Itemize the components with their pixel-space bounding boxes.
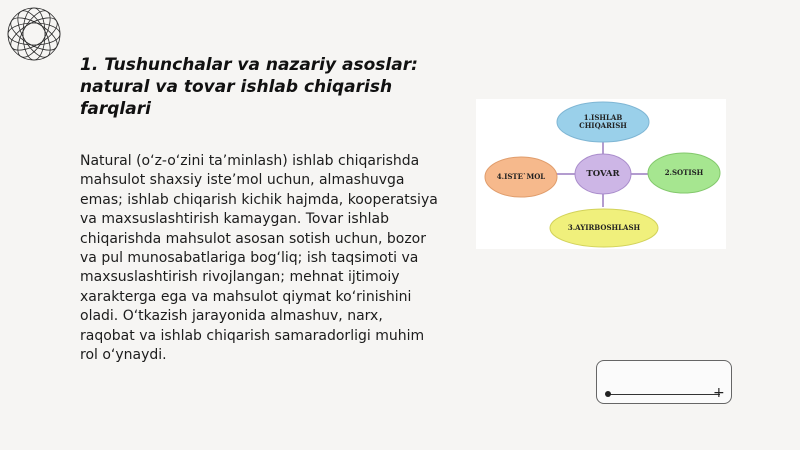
volume-plus-icon[interactable]: + bbox=[713, 385, 725, 401]
media-player[interactable] bbox=[596, 360, 732, 404]
tovar-diagram bbox=[476, 99, 726, 249]
node-right-label: 2.SOTISH bbox=[664, 168, 704, 177]
seek-track[interactable] bbox=[608, 394, 720, 395]
slide-body-text: Natural (o‘z-o‘zini ta’minlash) ishlab chiqarishda mahsulot shaxsiy iste’mol uchun, almashuvga emas; ishlab chiqarish kichik hajmda, kooperatsiya va maxsuslashtirish kamaygan. Tovar ishlab chiqarishda mahsulot asosan sotish uchun, bozor va pul munosabatlariga bog‘liq; ish taqsimoti va maxsuslashtirish rivojlangan; mehnat ijtimoiy xarakterga ega va mahsulot qiymat ko‘rinishini oladi. O‘tkazish jarayonida almashuv, narx, raqobat va ishlab chiqarish samaradorligi muhim rol o‘ynaydi. bbox=[80, 153, 438, 364]
node-top-line1: 1.ISHLAB bbox=[583, 113, 623, 122]
decorative-logo bbox=[4, 4, 64, 64]
node-left-label: 4.ISTE`MOL bbox=[496, 172, 546, 181]
node-top-label bbox=[557, 114, 649, 130]
node-bottom-label: 3.AYIRBOSHLASH bbox=[567, 223, 641, 232]
node-center-label: TOVAR bbox=[586, 169, 620, 179]
node-top-line2: CHIQARISH bbox=[579, 121, 627, 130]
play-position-knob[interactable] bbox=[605, 391, 611, 397]
slide-title: 1. Tushunchalar va nazariy asoslar: natural va tovar ishlab chiqarish farqlari bbox=[80, 55, 418, 119]
